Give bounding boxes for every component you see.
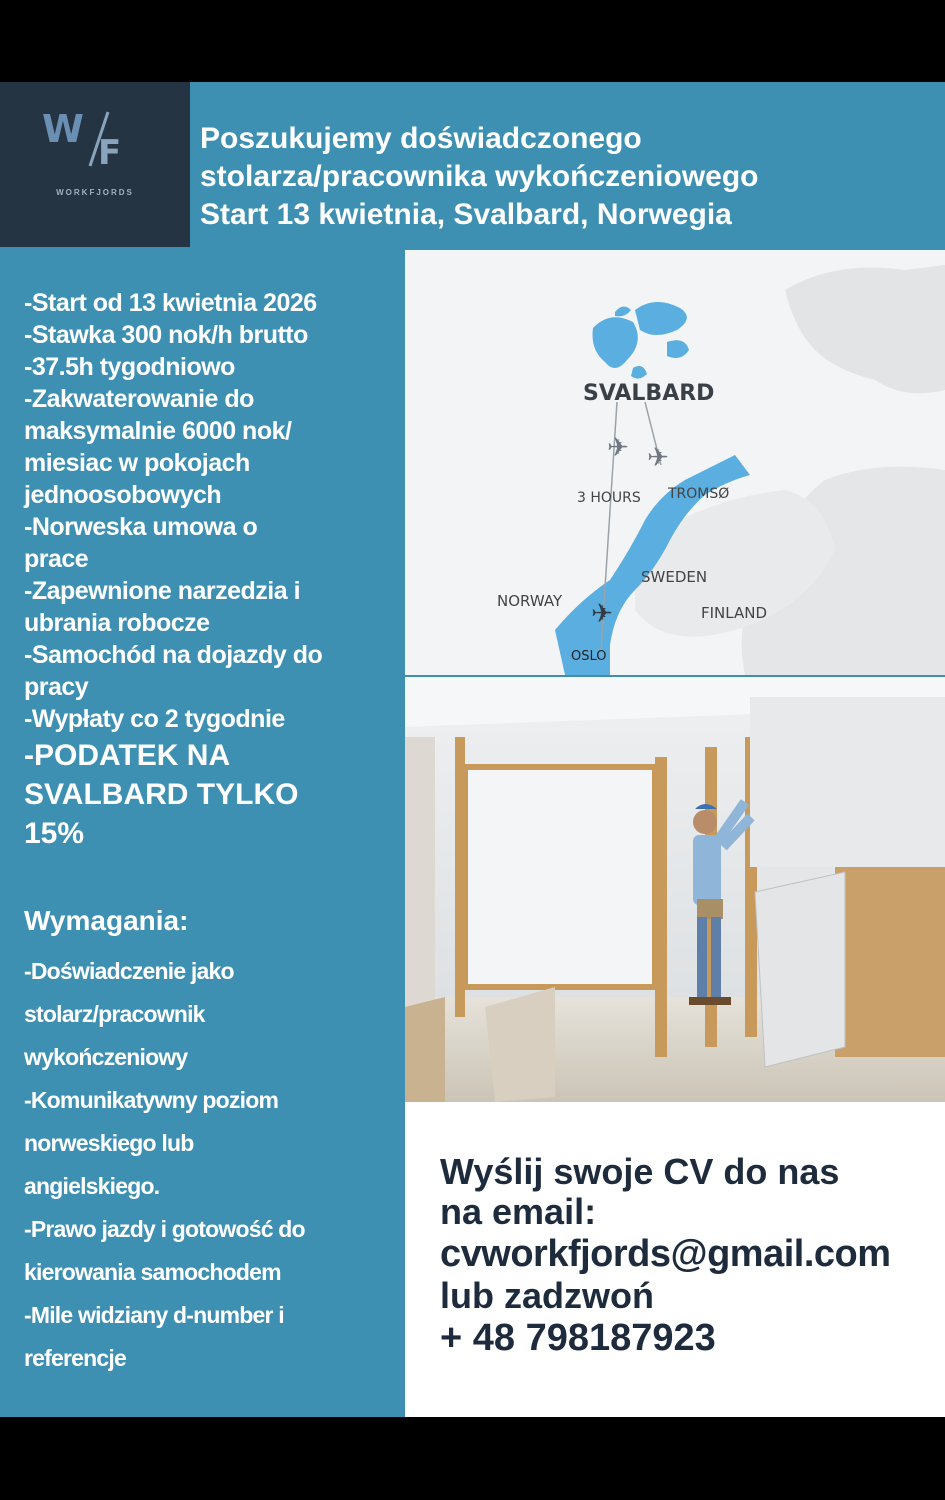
requirement-line: referencje (24, 1345, 126, 1371)
svalbard-island (635, 302, 687, 335)
offer-details (24, 287, 404, 1380)
benefit-line: -Norweska umowa o (24, 513, 258, 541)
worker-photo (405, 677, 945, 1102)
requirement-line: -Doświadczenie jako (24, 958, 234, 984)
route-map (405, 250, 945, 675)
leaning-board (405, 997, 445, 1102)
requirements-list (24, 950, 404, 1380)
drywall-sheet (755, 872, 845, 1067)
svalbard-island (615, 306, 631, 316)
wf-logo-icon (42, 108, 142, 168)
benefit-line: -Samochód na dojazdy do (24, 641, 323, 669)
plane-icon: ✈ (607, 433, 629, 463)
job-poster (0, 82, 945, 1417)
requirement-line: kierowania samochodem (24, 1259, 281, 1285)
contact-line-4: lub zadzwoń (440, 1275, 654, 1316)
contact-email[interactable]: cvworkfjords@gmail.com (440, 1233, 891, 1275)
label-finland: FINLAND (701, 604, 768, 622)
contact-phone[interactable]: + 48 798187923 (440, 1317, 716, 1359)
plane-icon: ✈ (647, 443, 669, 473)
land-shape (785, 265, 945, 393)
plane-icon: ✈ (591, 599, 613, 629)
worker-leg (711, 917, 721, 999)
header-line-2: stolarza/pracownika wykończeniowego (200, 160, 759, 193)
requirement-line: -Prawo jazdy i gotowość do (24, 1216, 305, 1242)
benefit-line: -Zapewnione narzedzia i (24, 577, 301, 605)
label-sweden: SWEDEN (641, 568, 708, 586)
contact-line-1: Wyślij swoje CV do nas (440, 1151, 840, 1192)
map-graphic (405, 250, 945, 675)
company-logo (0, 82, 190, 247)
photo-graphic (405, 677, 945, 1102)
logo-letter-w: W (42, 108, 84, 151)
poster-header (200, 120, 940, 234)
contact-section (405, 1102, 945, 1417)
requirement-line: angielskiego. (24, 1173, 160, 1199)
tool-belt (697, 899, 723, 919)
plastic-sheet (465, 767, 655, 987)
benefit-line: pracy (24, 673, 89, 701)
tax-line: -PODATEK NA (24, 739, 231, 772)
benefit-line: -Wypłaty co 2 tygodnie (24, 705, 285, 733)
benefit-line: prace (24, 545, 89, 573)
contact-line-2: na email: (440, 1191, 597, 1232)
benefit-line: miesiac w pokojach (24, 449, 250, 477)
leaning-board (485, 987, 555, 1102)
label-svalbard: SVALBARD (583, 381, 715, 406)
benefit-line: maksymalnie 6000 nok/ (24, 417, 292, 445)
plywood-wall (835, 867, 945, 1057)
tax-line: SVALBARD TYLKO (24, 778, 299, 811)
tax-line: 15% (24, 817, 85, 850)
logo-company-name: WORKFJORDS (56, 188, 134, 197)
requirement-line: wykończeniowy (24, 1044, 188, 1070)
requirement-line: -Komunikatywny poziom (24, 1087, 279, 1113)
contact-info (440, 1152, 940, 1360)
worker-boot (709, 997, 731, 1005)
worker-leg (697, 917, 707, 999)
svalbard-island (667, 340, 689, 358)
benefit-line: ubrania robocze (24, 609, 210, 637)
drywall-ceiling-panel (750, 697, 945, 867)
worker-shirt (693, 835, 721, 905)
tax-note (24, 737, 404, 852)
benefit-line: -Start od 13 kwietnia 2026 (24, 289, 317, 317)
requirement-line: -Mile widziany d-number i (24, 1302, 284, 1328)
benefit-line: -37.5h tygodniowo (24, 353, 235, 381)
label-tromso: TROMSØ (668, 486, 730, 502)
requirements-title: Wymagania: (24, 905, 189, 936)
svalbard-island (631, 366, 647, 379)
logo-letter-f: F (98, 133, 122, 168)
worker-boot (689, 997, 711, 1005)
benefit-line: -Zakwaterowanie do (24, 385, 254, 413)
label-oslo: OSLO (571, 649, 607, 664)
worker-head (693, 810, 717, 834)
header-line-1: Poszukujemy doświadczonego (200, 122, 642, 155)
requirement-line: norweskiego lub (24, 1130, 194, 1156)
wood-stud (655, 757, 667, 1057)
label-norway: NORWAY (497, 592, 563, 610)
header-line-3: Start 13 kwietnia, Svalbard, Norwegia (200, 198, 732, 231)
label-3-hours: 3 HOURS (577, 490, 641, 506)
benefit-line: jednoosobowych (24, 481, 222, 509)
requirement-line: stolarz/pracownik (24, 1001, 205, 1027)
benefits-list (24, 287, 404, 735)
svalbard-island-main (593, 317, 638, 368)
benefit-line: -Stawka 300 nok/h brutto (24, 321, 308, 349)
